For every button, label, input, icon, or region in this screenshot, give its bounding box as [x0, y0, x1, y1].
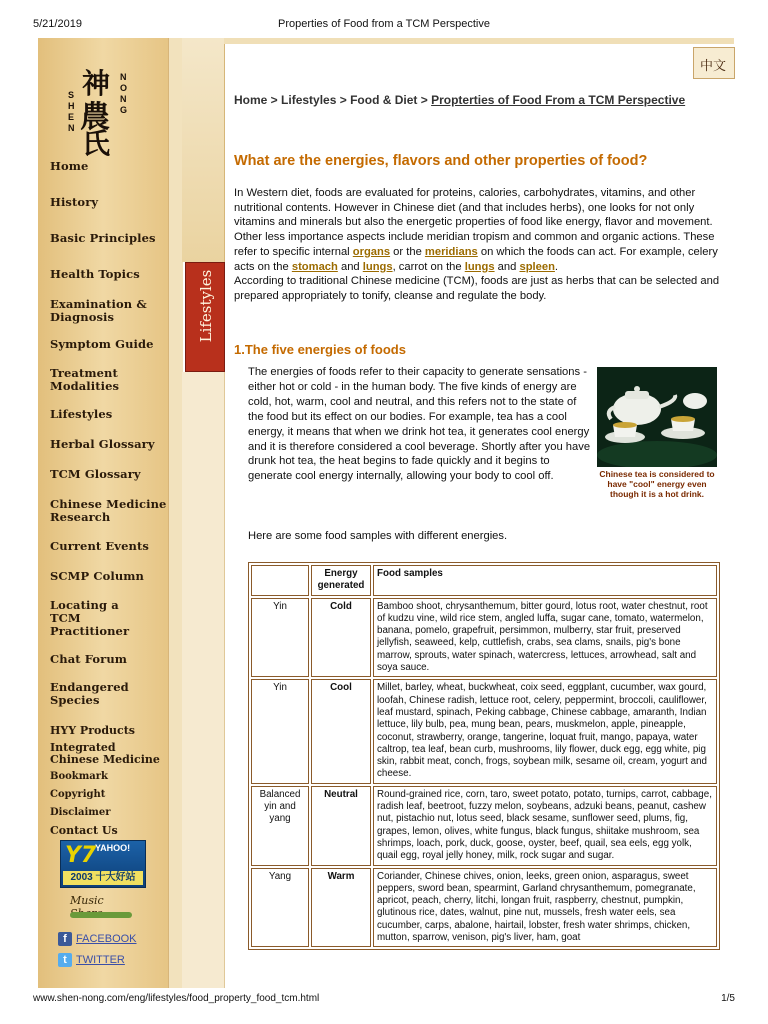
table-cell-foods: Millet, barley, wheat, buckwheat, coix seed, eggplant, cucumber, wax gourd, loofah, Chinese radish, lettuce root, celery, peppermint, broccoli, cauliflower, leaf mustard, spinach, Peking cabbage, Chinese cabbage, amaranth, Indian lettuce, lily bulb, pea, mung bean, pears, muskmelon, apple, pineapple, coconut, strawberry, orange, tangerine, loquat fruit, mango, papaya, water caltrop, tea leaf, bean curb, mushrooms, lily flower, duck egg, egg white, pig skin, rabbit meat, conch, frogs, soybean milk, sesame oil, cream, yogurt and cheese.	[373, 679, 717, 783]
link-meridians[interactable]: meridians	[424, 245, 478, 258]
table-row	[251, 679, 717, 783]
nav-item-tcm-glossary[interactable]: TCM Glossary	[50, 467, 141, 481]
intro-text	[234, 186, 720, 304]
intro-text-part: In Western diet, foods are evaluated for proteins, calories, carbohydrates, vitamins, and other nutritional contents. However in Chinese diet (and that includes herbs), one looks for not only vitamins and minerals but also the energetic properties of food like energy, flavor and movement. Other less importance aspects include meridian tropism and common and organic actions. These refer to specific internal	[234, 187, 715, 258]
intro-text-part: , carrot on the	[392, 260, 465, 273]
music-share-badge[interactable]	[66, 888, 136, 926]
lifestyles-section-tab[interactable]	[185, 262, 225, 372]
yahoo-award-text: 2003 十大好站	[63, 871, 143, 885]
section-title-five-energies: 1.The five energies of foods	[234, 342, 406, 357]
shen-nong-logo[interactable]	[66, 62, 130, 160]
table-cell-yinyang: Yin	[251, 679, 309, 783]
nav-item-disclaimer[interactable]: Disclaimer	[50, 807, 111, 818]
nav-item-hyy-products[interactable]: HYY Products	[50, 724, 135, 737]
twitter-link[interactable]	[58, 953, 125, 967]
table-row	[251, 598, 717, 678]
link-lungs-2[interactable]: lungs	[464, 260, 495, 273]
yahoo-y7: Y7	[65, 843, 97, 868]
page-title: What are the energies, flavors and other properties of food?	[234, 153, 648, 169]
logo-left-letters: SHEN	[68, 90, 75, 133]
logo-glyph-nong: 農	[80, 100, 110, 135]
breadcrumb-current[interactable]: Propterties of Food From a TCM Perspective	[431, 93, 686, 107]
nav-item-copyright[interactable]: Copyright	[50, 789, 106, 800]
nav-item-examination-diagnosis[interactable]: Examination & Diagnosis	[50, 297, 147, 324]
print-footer-url: www.shen-nong.com/eng/lifestyles/food_property_food_tcm.html	[33, 993, 320, 1004]
nav-item-home[interactable]: Home	[50, 159, 89, 173]
twitter-label: TWITTER	[76, 953, 125, 966]
music-share-label: Music	[70, 894, 104, 907]
food-samples-intro: Here are some food samples with different energies.	[248, 530, 508, 542]
top-band	[224, 38, 734, 44]
nav-item-endangered-species[interactable]: Endangered Species	[50, 680, 129, 707]
tea-illustration	[597, 367, 717, 467]
nav-item-bookmark[interactable]: Bookmark	[50, 771, 108, 782]
intro-paragraph-2: According to traditional Chinese medicine (TCM), foods are just as herbs that can be selected and prepared appropriately to tonify, cleanse and regulate the body.	[234, 275, 720, 302]
table-row	[251, 786, 717, 866]
tea-photo	[597, 367, 717, 467]
facebook-label: FACEBOOK	[76, 932, 137, 945]
breadcrumb-lifestyles[interactable]: Lifestyles	[281, 93, 337, 107]
tea-photo-caption: Chinese tea is considered to have "cool" energy even though it is a hot drink.	[599, 469, 715, 499]
logo-glyph-shi: 氏	[82, 127, 111, 160]
breadcrumb-sep: >	[267, 93, 282, 107]
table-cell-energy: Warm	[311, 868, 371, 948]
five-energies-text: The energies of foods refer to their capacity to generate sensations - either hot or cold - in the human body. The five kinds of energy are cold, hot, warm, cool and neutral, and this refers not to the state of the food but its effect on our bodies. For example, tea has a cool energy, it means that when we drink hot tea, it generates cool energy and it is therefore considered a cool beverage. Shortly after you have drunk hot tea, the heat begins to fade quickly and it begins to generate cool energy internally, allowing your body to cool off.	[248, 366, 591, 483]
intro-text-part: on which the foods can act. For example, celery acts on the	[234, 245, 718, 273]
nav-item-chat-forum[interactable]: Chat Forum	[50, 652, 128, 666]
table-cell-energy: Cool	[311, 679, 371, 783]
table-cell-yinyang: Yin	[251, 598, 309, 678]
table-cell-yinyang: Yang	[251, 868, 309, 948]
breadcrumb-food-diet[interactable]: Food & Diet	[350, 93, 418, 107]
breadcrumb-home[interactable]: Home	[234, 93, 268, 107]
sidebar-nav	[50, 160, 170, 843]
link-organs[interactable]: organs	[352, 245, 391, 258]
facebook-link[interactable]	[58, 932, 137, 946]
print-date: 5/21/2019	[33, 18, 82, 30]
print-header	[0, 0, 768, 30]
facebook-icon: f	[58, 932, 72, 946]
nav-item-symptom-guide[interactable]: Symptom Guide	[50, 337, 154, 351]
breadcrumb-sep: >	[336, 93, 351, 107]
table-cell-yinyang: Balanced yin and yang	[251, 786, 309, 866]
logo-right-letters: NONG	[120, 72, 128, 115]
twitter-icon: t	[58, 953, 72, 967]
table-cell-foods: Bamboo shoot, chrysanthemum, bitter gourd, lotus root, water chestnut, root of kudzu vine, wild rice stem, angled luffa, sugar cane, tomato, watermelon, banana, pomelo, grapefruit, persimmon, mulberry, star fruit, preserved jellyfish, seaweed, kelp, cuttlefish, crabs, sea clams, snails, pig's bone marrow, sprouts, water spinach, watercress, lettuces, arrowhead, salt and soya sauce.	[373, 598, 717, 678]
print-title: Properties of Food from a TCM Perspective	[278, 18, 490, 30]
chinese-language-button[interactable]	[693, 47, 735, 79]
logo-glyph-shen: 神	[82, 67, 111, 100]
table-cell-foods: Round-grained rice, corn, taro, sweet potato, potato, turnips, carrot, cabbage, radish leaf, beetroot, fuzzy melon, soybeans, adzuki beans, peanut, cashew nut, pistachio nut, lotus seed, black sesame, sunflower seed, plums, fig, grapes, lemon, olives, white fungus, black fungus, shiitake mushroom, sea shrimps, loach, pork, duck, goose, oyster, beef, quail, sea eels, egg yolk, quail egg, royal jelly honey, milk, rock sugar and sugar.	[373, 786, 717, 866]
nav-item-treatment-modalities[interactable]: Treatment Modalities	[50, 366, 120, 393]
link-stomach[interactable]: stomach	[291, 260, 338, 273]
intro-text-part: and	[337, 260, 363, 273]
nav-item-history[interactable]: History	[50, 195, 99, 209]
print-page-number: 1/5	[721, 993, 735, 1004]
music-share-bar	[70, 912, 132, 918]
chinese-language-label: 中文	[700, 59, 727, 74]
table-cell-foods: Coriander, Chinese chives, onion, leeks, green onion, asparagus, sweet peppers, sword bean, spearmint, Garland chrysanthemum, pomegranate, apricot, peach, cherry, litchi, longan fruit, raspberry, chestnut, pumpkin, glutinous rice, dates, walnut, pine nut, mussels, fresh water eels, sea cucumber, carps, abalone, hairtail, lobster, fresh water shrimps, chicken, mutton, sparrow, venison, pig's liver, ham, goat	[373, 868, 717, 948]
lifestyles-tab-label: Lifestyles	[197, 269, 215, 343]
tab-strip-bottom	[182, 372, 225, 988]
table-header-row	[251, 565, 717, 596]
intro-text-part: or the	[390, 245, 425, 258]
intro-text-part: .	[554, 260, 559, 273]
nav-item-herbal-glossary[interactable]: Herbal Glossary	[50, 437, 155, 451]
table-cell-energy: Neutral	[311, 786, 371, 866]
table-header-yinyang	[251, 565, 309, 596]
breadcrumb-sep: >	[417, 93, 432, 107]
food-energy-table	[248, 562, 720, 950]
table-cell-energy: Cold	[311, 598, 371, 678]
table-header-food-samples: Food samples	[373, 565, 717, 596]
link-lungs[interactable]: lungs	[362, 260, 393, 273]
nav-item-contact-us[interactable]: Contact Us	[50, 824, 118, 837]
nav-item-lifestyles[interactable]: Lifestyles	[50, 407, 113, 421]
nav-item-scmp-column[interactable]: SCMP Column	[50, 569, 145, 583]
intro-text-part: and	[494, 260, 520, 273]
nav-item-locating-practitioner[interactable]: Locating a TCM Practitioner	[50, 598, 130, 638]
nav-item-current-events[interactable]: Current Events	[50, 539, 149, 553]
nav-item-basic-principles[interactable]: Basic Principles	[50, 231, 156, 245]
nav-item-integrated-chinese-medicine[interactable]: Integrated Chinese Medicine	[50, 741, 160, 766]
tab-strip-top	[182, 38, 225, 262]
table-row	[251, 868, 717, 948]
breadcrumb	[234, 93, 685, 107]
nav-item-health-topics[interactable]: Health Topics	[50, 267, 140, 281]
table-header-energy: Energy generated	[311, 565, 371, 596]
yahoo-brand: YAHOO!	[95, 843, 131, 853]
link-spleen[interactable]: spleen	[519, 260, 555, 273]
nav-item-chinese-medicine-research[interactable]: Chinese Medicine Research	[50, 497, 167, 524]
yahoo-award-badge[interactable]	[60, 840, 146, 888]
sidebar-edge	[168, 38, 183, 988]
